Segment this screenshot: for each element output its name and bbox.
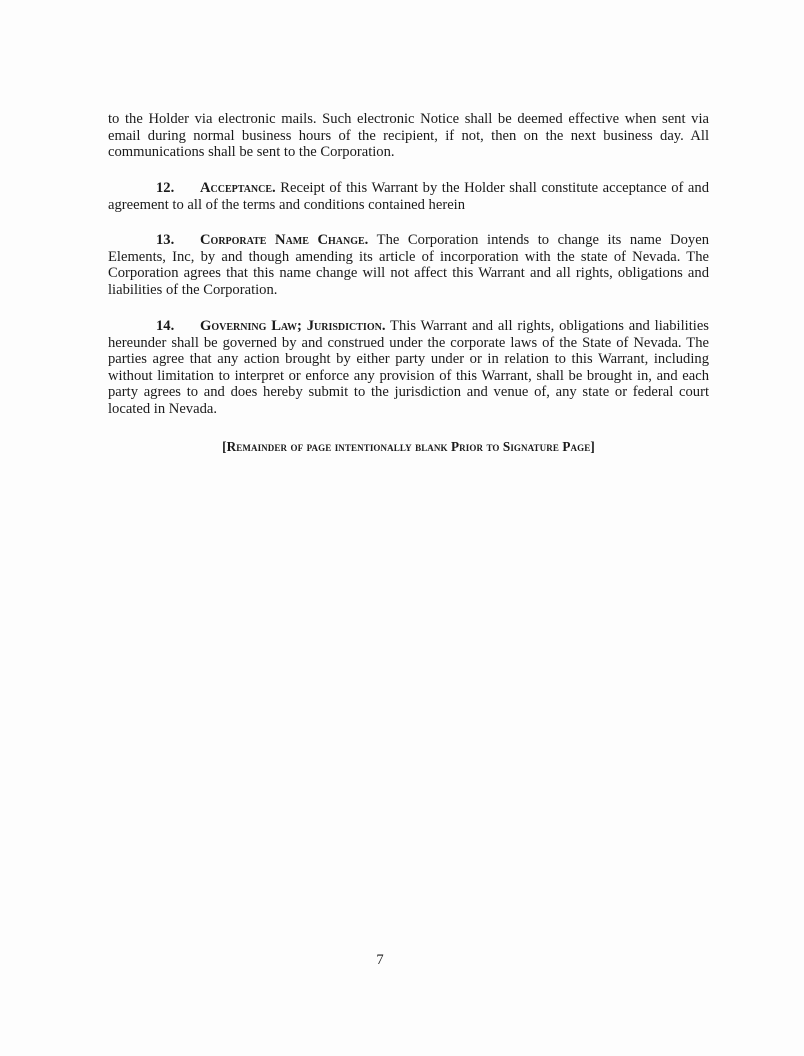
section-14-text: This Warrant and all rights, obligations and liabilities hereunder shall be governed by and construed under the corporate laws of the State of Nevada. The parties agree that any action brought by either party under or in relation to this Warrant, including without limitation to interpret or enforce any provision of this Warrant, shall be brought in, and each party agrees to and does hereby submit to the jurisdiction and venue of, any state or federal court located in Nevada. <box>108 318 709 417</box>
remainder-notice: [Remainder of page intentionally blank Prior to Signature Page] <box>222 439 595 454</box>
section-13-paragraph <box>108 232 709 298</box>
section-14-paragraph <box>108 318 709 418</box>
section-14-title: Governing Law; Jurisdiction. <box>200 318 386 334</box>
page-number: 7 <box>376 952 384 968</box>
section-13-title: Corporate Name Change. <box>200 232 369 248</box>
continuation-paragraph: to the Holder via electronic mails. Such electronic Notice shall be deemed effective when sent via email during normal business hours of the recipient, if not, then on the next business day. All communications shall be sent to the Corporation. <box>108 111 709 161</box>
section-13-number: 13. <box>156 232 175 248</box>
section-14-number: 14. <box>156 318 175 334</box>
section-12-number: 12. <box>156 180 175 196</box>
section-13-text: The Corporation intends to change its name Doyen Elements, Inc, by and though amending its article of incorporation with the state of Nevada. The Corporation agrees that this name change will not affect this Warrant and all rights, obligations and liabilities of the Corporation. <box>108 232 709 298</box>
section-12-paragraph <box>108 180 709 213</box>
section-12-title: Acceptance. <box>200 180 276 196</box>
section-12-text: Receipt of this Warrant by the Holder shall constitute acceptance of and agreement to all of the terms and conditions contained herein <box>108 180 709 213</box>
